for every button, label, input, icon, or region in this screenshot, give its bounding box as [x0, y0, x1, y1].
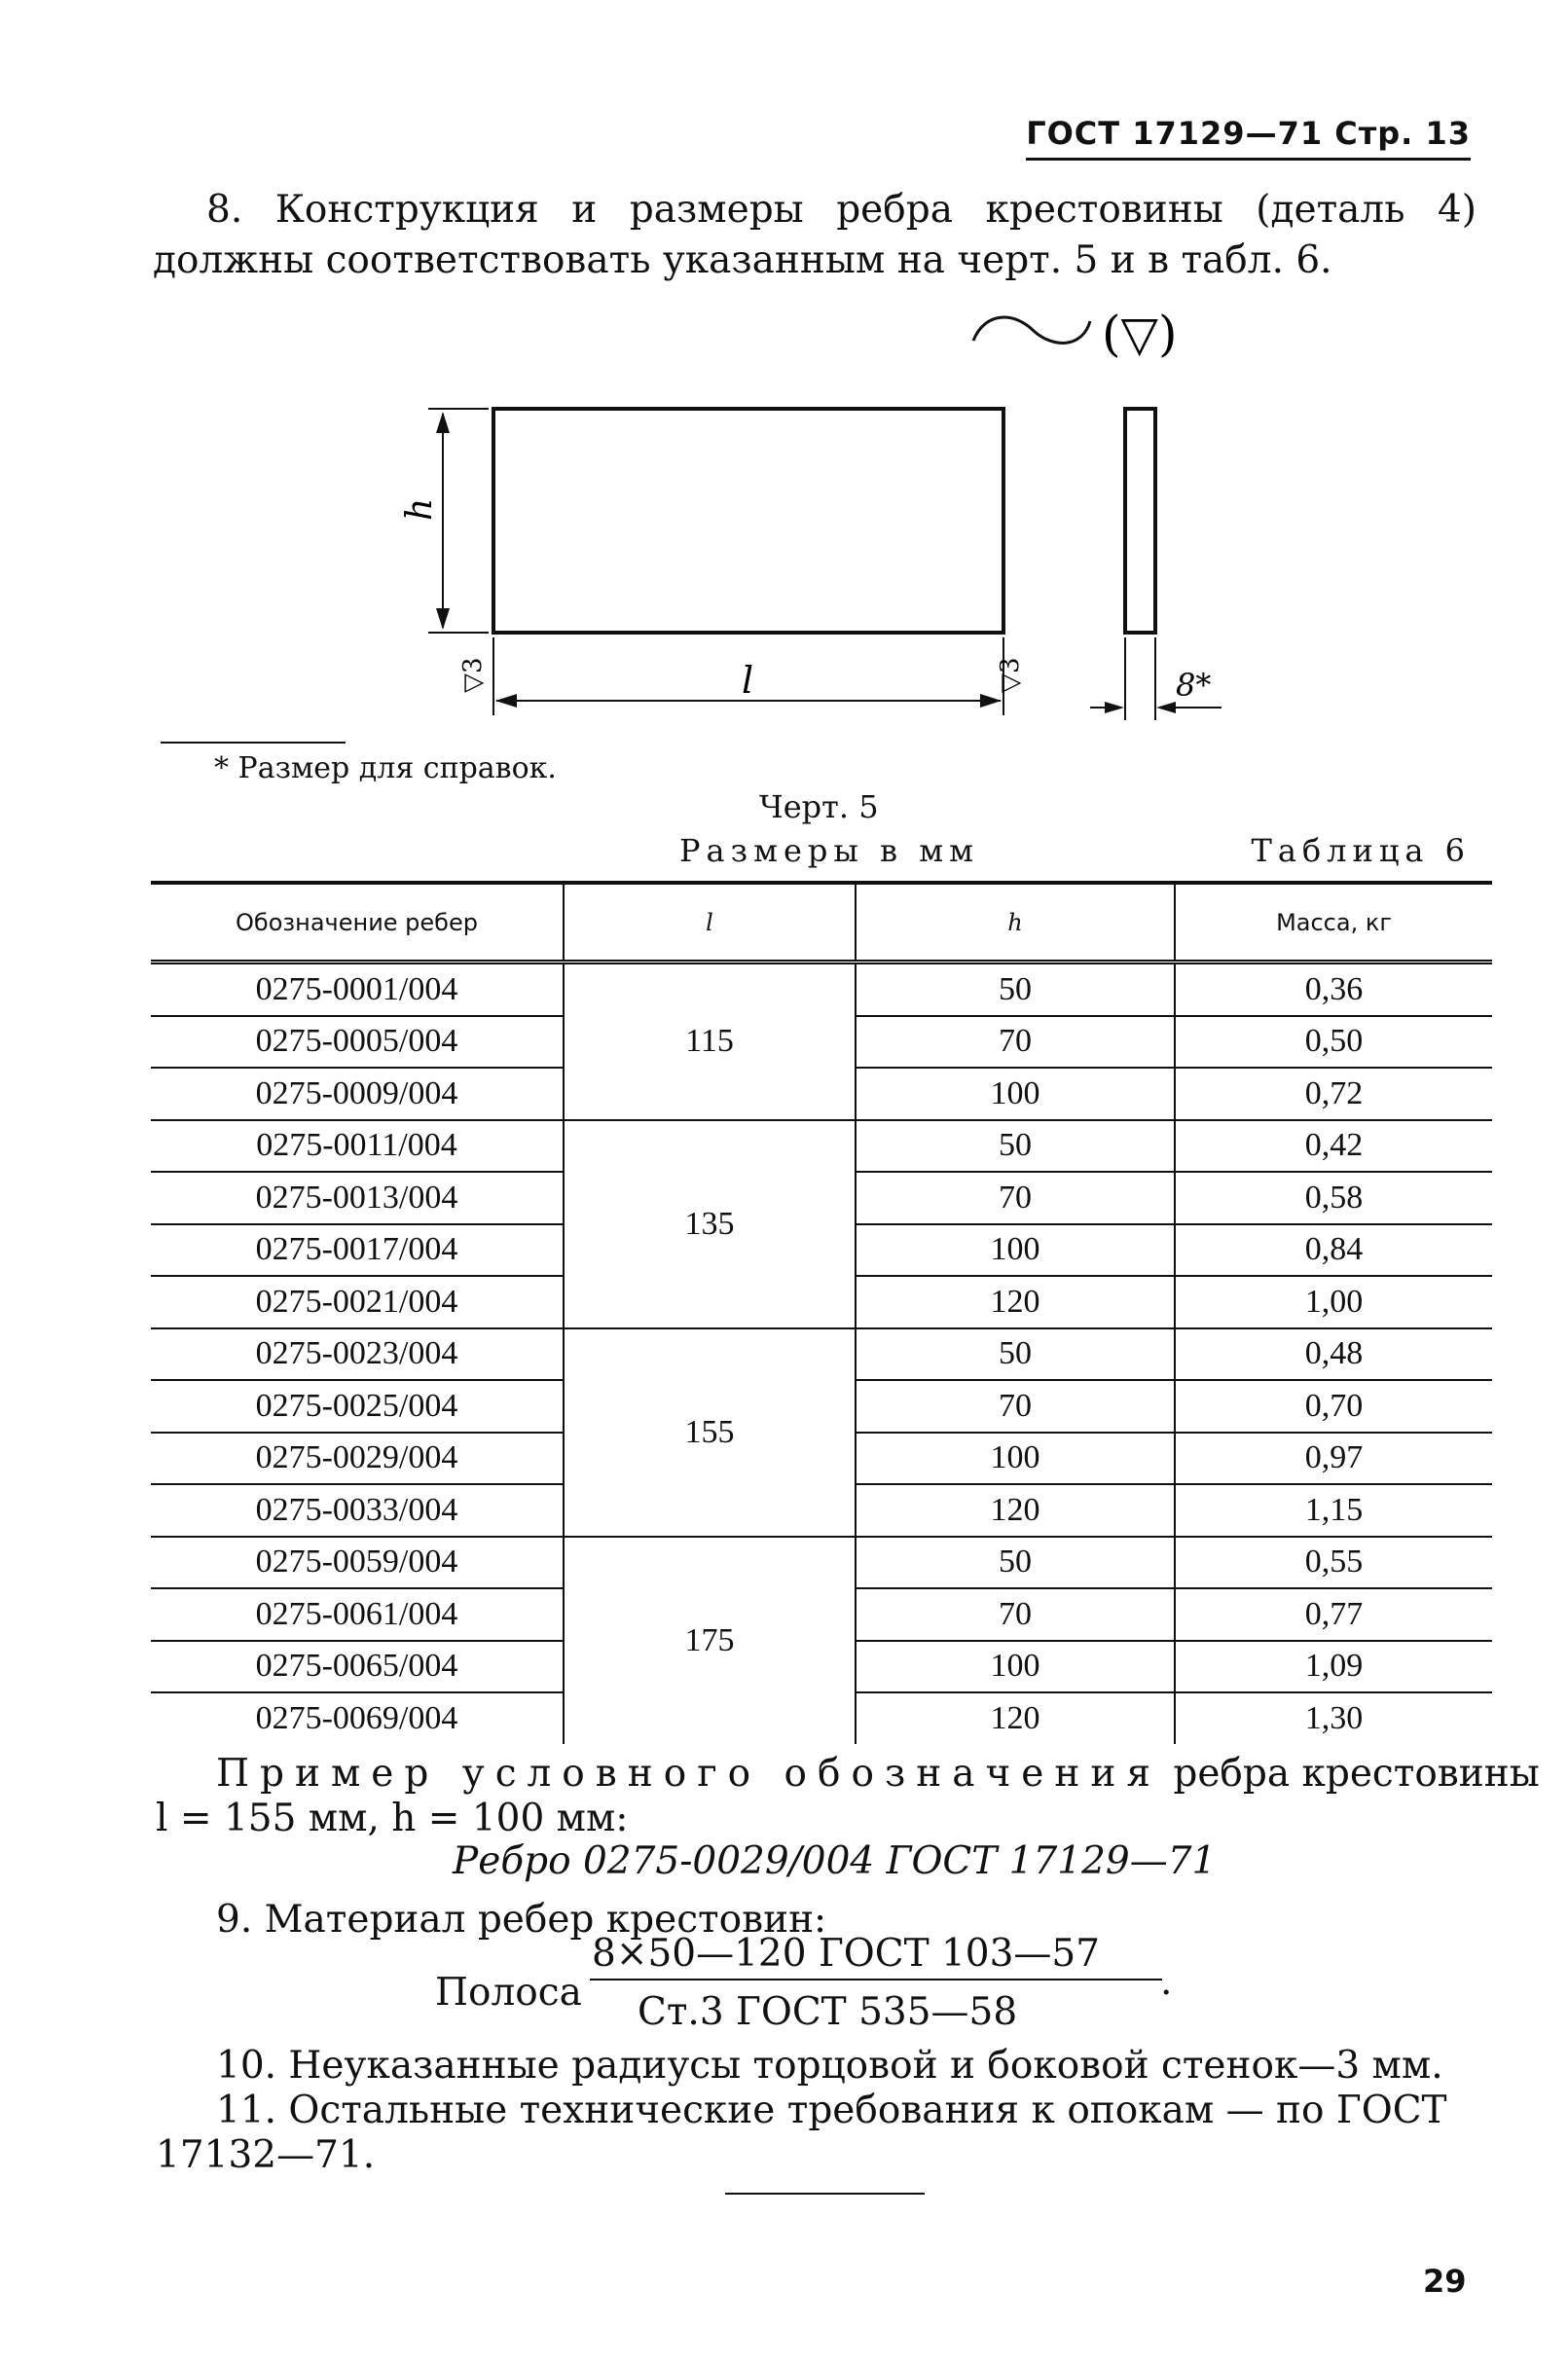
rib-front-view: [493, 409, 1003, 633]
cell-code: 0275-0017/004: [151, 1224, 564, 1277]
header-designation: Обозначение ребер: [151, 883, 564, 963]
cell-code: 0275-0069/004: [255, 1699, 458, 1736]
tilde-finish-icon: [973, 317, 1090, 343]
cell-h: 120: [856, 1692, 1175, 1744]
label-thickness: 8*: [1176, 667, 1212, 704]
header-h: h: [856, 883, 1175, 963]
paragraph-9: 9. Материал ребер крестовин:: [216, 1898, 827, 1942]
table-row: [151, 963, 1492, 1016]
cell-l: 115: [564, 963, 856, 1120]
cell-code: 0275-0061/004: [151, 1588, 564, 1641]
units-caption: Размеры в мм: [679, 832, 979, 869]
paragraph-11-line-2: 17132—71.: [156, 2133, 376, 2177]
cell-code: 0275-0059/004: [151, 1537, 564, 1589]
edge-mark-right: ▽3: [996, 657, 1025, 693]
cell-mass: 0,36: [1175, 963, 1492, 1016]
drawing-rib: [0, 0, 1568, 740]
cell-h: 50: [856, 963, 1175, 1016]
cell-code: 0275-0065/004: [151, 1641, 564, 1693]
cell-code: 0275-0005/004: [151, 1016, 564, 1069]
cell-mass: 1,09: [1175, 1641, 1492, 1693]
cell-code: 0275-0033/004: [151, 1484, 564, 1537]
example-rest: ребра крестовины: [1160, 1752, 1540, 1796]
cell-mass: 1,30: [1175, 1692, 1492, 1744]
cell-mass: 1,00: [1175, 1276, 1492, 1328]
cell-code: 0275-0021/004: [151, 1276, 564, 1328]
cell-h: 100: [856, 1068, 1175, 1120]
cell-mass: 0,55: [1175, 1537, 1492, 1589]
cell-h: 100: [856, 1224, 1175, 1277]
cell-mass: 0,70: [1175, 1380, 1492, 1433]
formula-dot: .: [1160, 1960, 1173, 2004]
cell-code: 0275-0001/004: [151, 963, 564, 1016]
paragraph-10: 10. Неуказанные радиусы торцовой и боковой стенок—3 мм.: [216, 2044, 1443, 2088]
example-line-2: l = 155 мм, h = 100 мм:: [156, 1797, 629, 1840]
ribs-table: [151, 881, 1492, 1744]
cell-h: 120: [856, 1276, 1175, 1328]
header-l: l: [564, 883, 856, 963]
table-row: [151, 1537, 1492, 1589]
label-l: l: [742, 659, 754, 702]
drawing-caption: Черт. 5: [759, 788, 879, 825]
cell-mass: 0,97: [1175, 1433, 1492, 1485]
example-line-1: [216, 1752, 1540, 1796]
cell-h: 50: [856, 1537, 1175, 1589]
page-number: 29: [1423, 2263, 1467, 2300]
cell-h: 70: [856, 1016, 1175, 1069]
cell-code: 0275-0025/004: [151, 1380, 564, 1433]
finish-symbol: (▽): [1102, 306, 1178, 362]
table-header-row: [151, 883, 1492, 963]
cell-mass: 0,42: [1175, 1120, 1492, 1173]
footnote: * Размер для справок.: [214, 751, 557, 785]
cell-l: 175: [564, 1537, 856, 1744]
cell-h: 50: [856, 1120, 1175, 1173]
cell-l: 135: [564, 1120, 856, 1328]
cell-mass: 0,72: [1175, 1068, 1492, 1120]
header-mass: Масса, кг: [1175, 883, 1492, 963]
cell-h: 70: [856, 1380, 1175, 1433]
cell-l: 155: [564, 1328, 856, 1537]
cell-h: 50: [856, 1328, 1175, 1381]
formula-label: Полоса: [435, 1971, 582, 2015]
table-row: [151, 1328, 1492, 1381]
cell-h: 100: [856, 1433, 1175, 1485]
table-caption: Таблица 6: [1251, 832, 1471, 869]
example-spaced: Пример условного обозначения: [216, 1752, 1161, 1796]
cell-mass: 1,15: [1175, 1484, 1492, 1537]
page-header: ГОСТ 17129—71 Стр. 13: [1026, 115, 1471, 161]
cell-mass: 0,48: [1175, 1328, 1492, 1381]
paragraph-8: 8. Конструкция и размеры ребра крестовины (деталь 4) должны соответствовать указанным на черт. 5 и в табл. 6.: [153, 188, 1477, 282]
cell-h: 70: [856, 1588, 1175, 1641]
cell-mass: 0,84: [1175, 1224, 1492, 1277]
fraction-bar: [590, 1979, 1162, 1980]
edge-mark-left: ▽3: [458, 657, 488, 693]
table-row: [151, 1120, 1492, 1173]
cell-code: 0275-0009/004: [151, 1068, 564, 1120]
end-rule: [725, 2193, 925, 2195]
cell-mass: 0,58: [1175, 1172, 1492, 1224]
cell-code: 0275-0029/004: [151, 1433, 564, 1485]
formula-denominator: Ст.3 ГОСТ 535—58: [638, 1990, 1018, 2034]
rib-side-view: [1125, 409, 1155, 633]
cell-mass: 0,77: [1175, 1588, 1492, 1641]
cell-code: 0275-0023/004: [151, 1328, 564, 1381]
cell-code: 0275-0013/004: [151, 1172, 564, 1224]
cell-code: 0275-0011/004: [151, 1120, 564, 1173]
footnote-rule: [161, 742, 346, 744]
paragraph-11-line-1: 11. Остальные технические требования к опокам — по ГОСТ: [216, 2089, 1447, 2132]
cell-h: 120: [856, 1484, 1175, 1537]
cell-h: 100: [856, 1641, 1175, 1693]
label-h: h: [400, 497, 440, 521]
formula-numerator: 8×50—120 ГОСТ 103—57: [592, 1932, 1101, 1976]
example-designation: Ребро 0275-0029/004 ГОСТ 17129—71: [453, 1839, 1217, 1883]
cell-h: 70: [856, 1172, 1175, 1224]
cell-mass: 0,50: [1175, 1016, 1492, 1069]
